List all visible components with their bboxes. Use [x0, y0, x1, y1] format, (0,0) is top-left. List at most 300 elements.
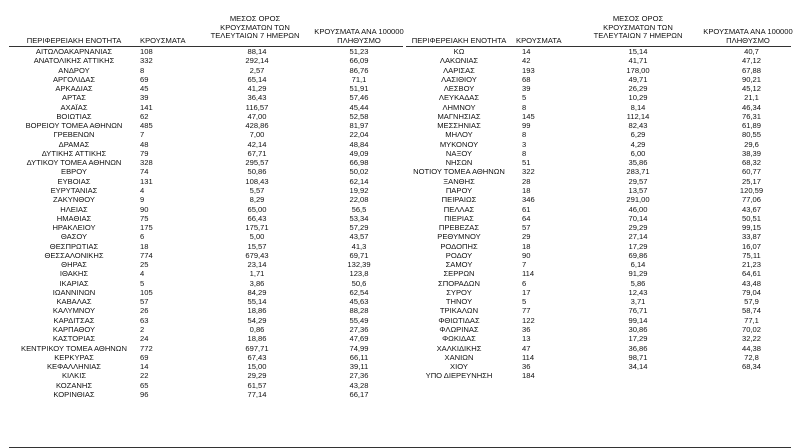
cases-cell: 29 — [522, 232, 531, 242]
avg7-cell: 67,71 — [247, 148, 267, 158]
region-cell: ΚΑΡΠΑΘΟΥ — [52, 324, 96, 334]
avg7-cell: 98,71 — [628, 352, 648, 362]
region-cell: ΦΘΙΩΤΙΔΑΣ — [438, 315, 480, 325]
region-cell: ΘΕΣΠΡΩΤΙΑΣ — [49, 241, 99, 251]
per100k-cell: 40,7 — [744, 47, 759, 56]
cases-cell: 69 — [140, 74, 149, 84]
per100k-cell: 39,11 — [349, 362, 369, 372]
cases-cell: 322 — [522, 167, 535, 177]
table-row — [406, 232, 791, 241]
table-row — [9, 297, 403, 306]
avg7-cell: 29,29 — [247, 371, 267, 381]
avg7-cell: 47,00 — [247, 111, 267, 121]
avg7-cell: 5,00 — [249, 232, 265, 242]
table-row — [406, 353, 791, 362]
region-cell: ΕΥΡΥΤΑΝΙΑΣ — [50, 185, 98, 195]
region-cell: ΖΑΚΥΝΘΟΥ — [53, 195, 95, 205]
region-cell: ΡΕΘΥΜΝΟΥ — [437, 232, 481, 242]
avg7-cell: 1,71 — [249, 269, 265, 279]
avg7-cell: 99,14 — [628, 315, 648, 325]
header-region: ΠΕΡΙΦΕΡΕΙΑΚΗ ΕΝΟΤΗΤΑ — [26, 36, 122, 45]
cases-cell: 2 — [140, 324, 145, 334]
avg7-cell: 3,71 — [630, 297, 646, 307]
per100k-cell: 70,02 — [741, 324, 761, 334]
per100k-cell: 86,76 — [349, 65, 369, 75]
table-row — [9, 84, 403, 93]
cases-cell: 39 — [140, 93, 149, 103]
cases-cell: 8 — [522, 148, 527, 158]
per100k-cell: 75,11 — [742, 250, 761, 260]
table-row — [9, 140, 403, 149]
cases-cell: 14 — [140, 362, 149, 372]
region-cell: ΠΕΛΛΑΣ — [443, 204, 475, 214]
per100k-cell: 67,88 — [741, 65, 761, 75]
cases-cell: 122 — [522, 315, 535, 325]
region-cell: ΑΝΑΤΟΛΙΚΗΣ ΑΤΤΙΚΗΣ — [33, 56, 115, 66]
per100k-cell: 77,1 — [744, 315, 759, 325]
per100k-cell: 50,51 — [741, 213, 761, 223]
table-row — [406, 371, 791, 380]
table-row — [406, 75, 791, 84]
region-cell: ΣΕΡΡΩΝ — [443, 269, 475, 279]
region-cell: ΙΚΑΡΙΑΣ — [59, 278, 89, 288]
table-row — [406, 205, 791, 214]
table-row — [406, 306, 791, 315]
header-region: ΠΕΡΙΦΕΡΕΙΑΚΗ ΕΝΟΤΗΤΑ — [411, 36, 507, 45]
region-cell: ΧΙΟΥ — [450, 362, 468, 372]
avg7-cell: 3,86 — [249, 278, 265, 288]
per100k-cell: 21,1 — [744, 93, 759, 103]
cases-cell: 25 — [140, 260, 149, 270]
cases-cell: 485 — [140, 121, 153, 131]
region-cell: ΙΘΑΚΗΣ — [59, 269, 89, 279]
cases-cell: 774 — [140, 250, 153, 260]
avg7-cell: 13,57 — [628, 185, 648, 195]
cases-cell: 193 — [522, 65, 535, 75]
per100k-cell: 21,23 — [741, 260, 761, 270]
avg7-cell: 116,57 — [245, 102, 269, 112]
per100k-cell: 61,89 — [741, 121, 761, 131]
cases-cell: 108 — [140, 47, 153, 56]
cases-cell: 47 — [522, 343, 531, 353]
cases-cell: 4 — [140, 185, 145, 195]
table-row — [406, 288, 791, 297]
avg7-cell: 12,43 — [628, 287, 648, 297]
per100k-cell: 32,22 — [741, 334, 761, 344]
per100k-cell: 51,91 — [349, 84, 369, 94]
avg7-cell: 65,14 — [247, 74, 267, 84]
avg7-cell: 82,43 — [628, 121, 648, 131]
table-row — [406, 121, 791, 130]
cases-cell: 105 — [140, 287, 153, 297]
per100k-cell: 77,06 — [741, 195, 761, 205]
table-row — [406, 260, 791, 269]
avg7-cell: 29,29 — [628, 223, 648, 233]
region-cell: ΗΡΑΚΛΕΙΟΥ — [52, 223, 96, 233]
cases-cell: 96 — [140, 389, 149, 399]
cases-cell: 28 — [522, 176, 531, 186]
cases-cell: 184 — [522, 371, 535, 381]
cases-cell: 6 — [522, 278, 527, 288]
avg7-cell: 26,29 — [628, 84, 648, 94]
per100k-cell: 27,36 — [349, 371, 369, 381]
per100k-cell: 44,38 — [741, 343, 761, 353]
cases-cell: 14 — [522, 47, 531, 56]
avg7-cell: 42,14 — [247, 139, 267, 149]
table-row — [406, 66, 791, 75]
cases-cell: 64 — [522, 213, 531, 223]
cases-cell: 18 — [522, 241, 531, 251]
per100k-cell: 48,84 — [349, 139, 369, 149]
cases-cell: 69 — [140, 352, 149, 362]
avg7-cell: 76,71 — [628, 306, 648, 316]
table-row — [406, 103, 791, 112]
per100k-cell: 50,02 — [349, 167, 369, 177]
avg7-cell: 5,86 — [630, 278, 646, 288]
avg7-cell: 50,86 — [247, 167, 267, 177]
per100k-cell: 38,39 — [741, 148, 761, 158]
table-row — [9, 223, 403, 232]
per100k-cell: 132,39 — [347, 260, 371, 270]
region-cell: ΝΟΤΙΟΥ ΤΟΜΕΑ ΑΘΗΝΩΝ — [413, 167, 505, 177]
table-row — [9, 316, 403, 325]
region-cell: ΠΡΕΒΕΖΑΣ — [438, 223, 480, 233]
right-table-body — [406, 47, 791, 381]
region-cell: ΜΑΓΝΗΣΙΑΣ — [437, 111, 481, 121]
avg7-cell: 88,14 — [247, 47, 267, 56]
avg7-cell: 66,43 — [247, 213, 267, 223]
cases-cell: 13 — [522, 334, 531, 344]
cases-cell: 62 — [140, 111, 149, 121]
cases-cell: 90 — [522, 250, 531, 260]
cases-cell: 99 — [522, 121, 531, 131]
region-cell: ΗΜΑΘΙΑΣ — [56, 213, 92, 223]
cases-cell: 114 — [522, 269, 535, 279]
table-row — [9, 371, 403, 380]
table-row — [9, 325, 403, 334]
table-row — [406, 269, 791, 278]
region-cell: ΦΛΩΡΙΝΑΣ — [439, 324, 479, 334]
per100k-cell: 47,12 — [741, 56, 761, 66]
table-row — [406, 279, 791, 288]
region-cell: ΚΕΦΑΛΛΗΝΙΑΣ — [46, 362, 102, 372]
cases-cell: 79 — [140, 148, 149, 158]
avg7-cell: 108,43 — [245, 176, 269, 186]
region-cell: ΡΟΔΟΠΗΣ — [440, 241, 478, 251]
region-cell: ΔΡΑΜΑΣ — [58, 139, 90, 149]
avg7-cell: 36,86 — [628, 343, 648, 353]
avg7-cell: 70,14 — [628, 213, 648, 223]
header-cases: ΚΡΟΥΣΜΑΤΑ — [516, 36, 562, 45]
table-row — [9, 130, 403, 139]
avg7-cell: 0,86 — [249, 324, 265, 334]
avg7-cell: 18,86 — [247, 306, 267, 316]
avg7-cell: 15,14 — [628, 47, 648, 56]
per100k-cell: 45,12 — [741, 84, 761, 94]
table-row — [9, 177, 403, 186]
region-cell: ΚΟΖΑΝΗΣ — [55, 380, 93, 390]
per100k-cell: 27,36 — [349, 324, 369, 334]
table-row — [9, 232, 403, 241]
region-cell: ΑΡΤΑΣ — [62, 93, 86, 103]
table-row — [9, 103, 403, 112]
region-cell: ΛΑΚΩΝΙΑΣ — [439, 56, 479, 66]
table-row — [406, 186, 791, 195]
region-cell: ΒΟΡΕΙΟΥ ΤΟΜΕΑ ΑΘΗΝΩΝ — [25, 121, 123, 131]
region-cell: ΘΑΣΟΥ — [60, 232, 88, 242]
table-row — [406, 195, 791, 204]
table-row — [406, 84, 791, 93]
avg7-cell: 65,00 — [247, 204, 267, 214]
region-cell: ΔΥΤΙΚΗΣ ΑΤΤΙΚΗΣ — [41, 148, 107, 158]
avg7-cell: 428,86 — [245, 121, 269, 131]
table-row — [9, 121, 403, 130]
avg7-cell: 41,71 — [628, 56, 648, 66]
per100k-cell: 58,74 — [741, 306, 761, 316]
region-cell: ΛΕΣΒΟΥ — [443, 84, 475, 94]
avg7-cell: 10,29 — [628, 93, 648, 103]
per100k-cell: 99,15 — [741, 223, 761, 233]
region-cell: ΜΕΣΣΗΝΙΑΣ — [437, 121, 481, 131]
per100k-cell: 66,98 — [349, 158, 369, 168]
per100k-cell: 68,32 — [741, 158, 761, 168]
table-row — [406, 334, 791, 343]
per100k-cell: 19,92 — [349, 185, 369, 195]
header-per100k: ΚΡΟΥΣΜΑΤΑ ΑΝΑ 100000 ΠΛΗΘΥΣΜΟ — [314, 27, 404, 45]
region-cell: ΧΑΝΙΩΝ — [444, 352, 474, 362]
cases-cell: 61 — [522, 204, 531, 214]
table-row — [406, 47, 791, 56]
table-row — [9, 279, 403, 288]
region-cell: ΣΠΟΡΑΔΩΝ — [438, 278, 480, 288]
cases-cell: 36 — [522, 324, 531, 334]
avg7-cell: 6,14 — [630, 260, 646, 270]
avg7-cell: 49,71 — [628, 74, 648, 84]
table-row — [9, 149, 403, 158]
cases-cell: 8 — [522, 130, 527, 140]
table-row — [406, 325, 791, 334]
per100k-cell: 57,29 — [349, 223, 369, 233]
per100k-cell: 69,71 — [349, 250, 369, 260]
table-row — [406, 130, 791, 139]
cases-cell: 18 — [140, 241, 149, 251]
avg7-cell: 2,57 — [249, 65, 265, 75]
table-row — [9, 390, 403, 399]
per100k-cell: 45,63 — [349, 297, 369, 307]
region-cell: ΓΡΕΒΕΝΩΝ — [53, 130, 95, 140]
per100k-cell: 66,11 — [349, 352, 369, 362]
avg7-cell: 112,14 — [626, 111, 650, 121]
cases-cell: 332 — [140, 56, 153, 66]
region-cell: ΑΡΓΟΛΙΔΑΣ — [52, 74, 96, 84]
region-cell: ΡΟΔΟΥ — [445, 250, 473, 260]
avg7-cell: 17,29 — [628, 334, 648, 344]
cases-cell: 114 — [522, 352, 535, 362]
avg7-cell: 7,00 — [249, 130, 265, 140]
avg7-cell: 292,14 — [245, 56, 269, 66]
avg7-cell: 35,86 — [628, 158, 648, 168]
region-cell: ΤΗΝΟΥ — [445, 297, 473, 307]
table-row — [406, 112, 791, 121]
per100k-cell: 51,23 — [349, 47, 369, 56]
per100k-cell: 41,3 — [351, 241, 367, 251]
cases-cell: 5 — [140, 278, 145, 288]
avg7-cell: 15,57 — [247, 241, 267, 251]
table-row — [9, 56, 403, 65]
region-cell: ΧΑΛΚΙΔΙΚΗΣ — [436, 343, 482, 353]
per100k-cell: 50,6 — [351, 278, 367, 288]
table-row — [9, 260, 403, 269]
region-cell: ΑΡΚΑΔΙΑΣ — [55, 84, 93, 94]
table-row — [9, 251, 403, 260]
region-cell: ΚΕΡΚΥΡΑΣ — [54, 352, 94, 362]
region-cell: ΚΙΛΚΙΣ — [61, 371, 87, 381]
avg7-cell: 17,29 — [628, 241, 648, 251]
table-row — [9, 242, 403, 251]
table-row — [9, 306, 403, 315]
table-row — [9, 353, 403, 362]
cases-cell: 65 — [140, 380, 149, 390]
per100k-cell: 79,04 — [741, 287, 761, 297]
cases-cell: 90 — [140, 204, 149, 214]
per100k-cell: 53,34 — [349, 213, 369, 223]
table-row — [406, 297, 791, 306]
cases-cell: 26 — [140, 306, 149, 316]
region-cell: ΒΟΙΩΤΙΑΣ — [56, 111, 92, 121]
header-per100k: ΚΡΟΥΣΜΑΤΑ ΑΝΑ 100000 ΠΛΗΘΥΣΜΟ — [703, 27, 793, 45]
per100k-cell: 25,17 — [741, 176, 761, 186]
table-row — [9, 362, 403, 371]
table-row — [406, 316, 791, 325]
region-cell: ΑΙΤΩΛΟΑΚΑΡΝΑΝΙΑΣ — [35, 47, 113, 56]
table-row — [9, 344, 403, 353]
per100k-cell: 74,99 — [349, 343, 369, 353]
per100k-cell: 81,97 — [349, 121, 369, 131]
cases-cell: 4 — [140, 269, 145, 279]
cases-cell: 145 — [522, 111, 535, 121]
per100k-cell: 46,34 — [741, 102, 761, 112]
per100k-cell: 57,46 — [349, 93, 369, 103]
table-row — [406, 214, 791, 223]
avg7-cell: 91,29 — [628, 269, 648, 279]
table-row — [406, 167, 791, 176]
table-row — [9, 288, 403, 297]
table-row — [9, 167, 403, 176]
per100k-cell: 49,09 — [349, 148, 369, 158]
table-row — [406, 149, 791, 158]
per100k-cell: 88,28 — [349, 306, 369, 316]
avg7-cell: 8,14 — [630, 102, 646, 112]
left-table-header — [9, 12, 403, 47]
region-cell: ΛΕΥΚΑΔΑΣ — [438, 93, 480, 103]
cases-cell: 51 — [522, 158, 531, 168]
per100k-cell: 68,34 — [741, 362, 761, 372]
region-cell: ΔΥΤΙΚΟΥ ΤΟΜΕΑ ΑΘΗΝΩΝ — [26, 158, 122, 168]
table-row — [9, 186, 403, 195]
region-cell: ΚΟΡΙΝΘΙΑΣ — [53, 389, 95, 399]
header-cases: ΚΡΟΥΣΜΑΤΑ — [140, 36, 186, 45]
cases-cell: 18 — [522, 185, 531, 195]
table-row — [406, 251, 791, 260]
region-cell: ΚΑΣΤΟΡΙΑΣ — [52, 334, 96, 344]
region-cell: ΚΑΡΔΙΤΣΑΣ — [53, 315, 95, 325]
table-row — [406, 140, 791, 149]
per100k-cell: 60,77 — [741, 167, 761, 177]
per100k-cell: 47,69 — [349, 334, 369, 344]
per100k-cell: 43,28 — [349, 380, 369, 390]
region-cell: ΣΥΡΟΥ — [446, 287, 472, 297]
per100k-cell: 56,5 — [351, 204, 367, 214]
header-avg7: ΜΕΣΟΣ ΟΡΟΣ ΚΡΟΥΣΜΑΤΩΝ ΤΩΝ ΤΕΛΕΥΤΑΙΩΝ 7 ΗΜΕΡΩΝ — [210, 14, 300, 41]
region-cell: ΝΗΣΩΝ — [445, 158, 473, 168]
cases-cell: 141 — [140, 102, 153, 112]
avg7-cell: 18,86 — [247, 334, 267, 344]
table-row — [9, 66, 403, 75]
cases-cell: 17 — [522, 287, 531, 297]
cases-cell: 772 — [140, 343, 153, 353]
per100k-cell: 43,57 — [349, 232, 369, 242]
avg7-cell: 54,29 — [247, 315, 267, 325]
region-cell: ΙΩΑΝΝΙΝΩΝ — [52, 287, 96, 297]
avg7-cell: 23,14 — [247, 260, 267, 270]
cases-cell: 5 — [522, 93, 527, 103]
cases-cell: 57 — [522, 223, 531, 233]
region-cell: ΚΑΛΥΜΝΟΥ — [52, 306, 96, 316]
avg7-cell: 55,14 — [247, 297, 267, 307]
table-row — [9, 93, 403, 102]
per100k-cell: 45,44 — [349, 102, 369, 112]
table-row — [9, 334, 403, 343]
region-cell: ΛΑΣΙΘΙΟΥ — [441, 74, 477, 84]
cases-cell: 48 — [140, 139, 149, 149]
cases-cell: 22 — [140, 371, 149, 381]
region-cell: ΚΕΝΤΡΙΚΟΥ ΤΟΜΕΑ ΑΘΗΝΩΝ — [21, 343, 127, 353]
region-cell: ΥΠΟ ΔΙΕΡΕΥΝΗΣΗ — [425, 371, 493, 381]
region-cell: ΑΧΑΪΑΣ — [60, 102, 88, 112]
per100k-cell: 43,48 — [741, 278, 761, 288]
avg7-cell: 15,00 — [247, 362, 267, 372]
per100k-cell: 120,59 — [739, 185, 764, 195]
avg7-cell: 175,71 — [245, 223, 269, 233]
table-row — [9, 75, 403, 84]
avg7-cell: 69,86 — [628, 250, 648, 260]
region-cell: ΦΩΚΙΔΑΣ — [442, 334, 476, 344]
avg7-cell: 29,57 — [628, 176, 648, 186]
cases-cell: 6 — [140, 232, 145, 242]
cases-cell: 42 — [522, 56, 531, 66]
cases-cell: 131 — [140, 176, 153, 186]
table-row — [406, 56, 791, 65]
region-cell: ΠΙΕΡΙΑΣ — [444, 213, 474, 223]
avg7-cell: 5,57 — [249, 185, 265, 195]
per100k-cell: 66,17 — [349, 389, 369, 399]
per100k-cell: 52,58 — [349, 111, 369, 121]
avg7-cell: 283,71 — [626, 167, 650, 177]
region-cell: ΚΩ — [453, 47, 465, 56]
cases-cell: 39 — [522, 84, 531, 94]
cases-cell: 328 — [140, 158, 153, 168]
cases-cell: 68 — [522, 74, 531, 84]
per100k-cell: 57,9 — [744, 297, 759, 307]
region-cell: ΜΥΚΟΝΟΥ — [439, 139, 479, 149]
region-cell: ΛΗΜΝΟΥ — [442, 102, 476, 112]
region-cell: ΕΒΡΟΥ — [61, 167, 87, 177]
table-row — [9, 112, 403, 121]
cases-cell: 45 — [140, 84, 149, 94]
right-table-header — [406, 12, 791, 47]
avg7-cell: 36,43 — [247, 93, 267, 103]
cases-cell: 5 — [522, 297, 527, 307]
